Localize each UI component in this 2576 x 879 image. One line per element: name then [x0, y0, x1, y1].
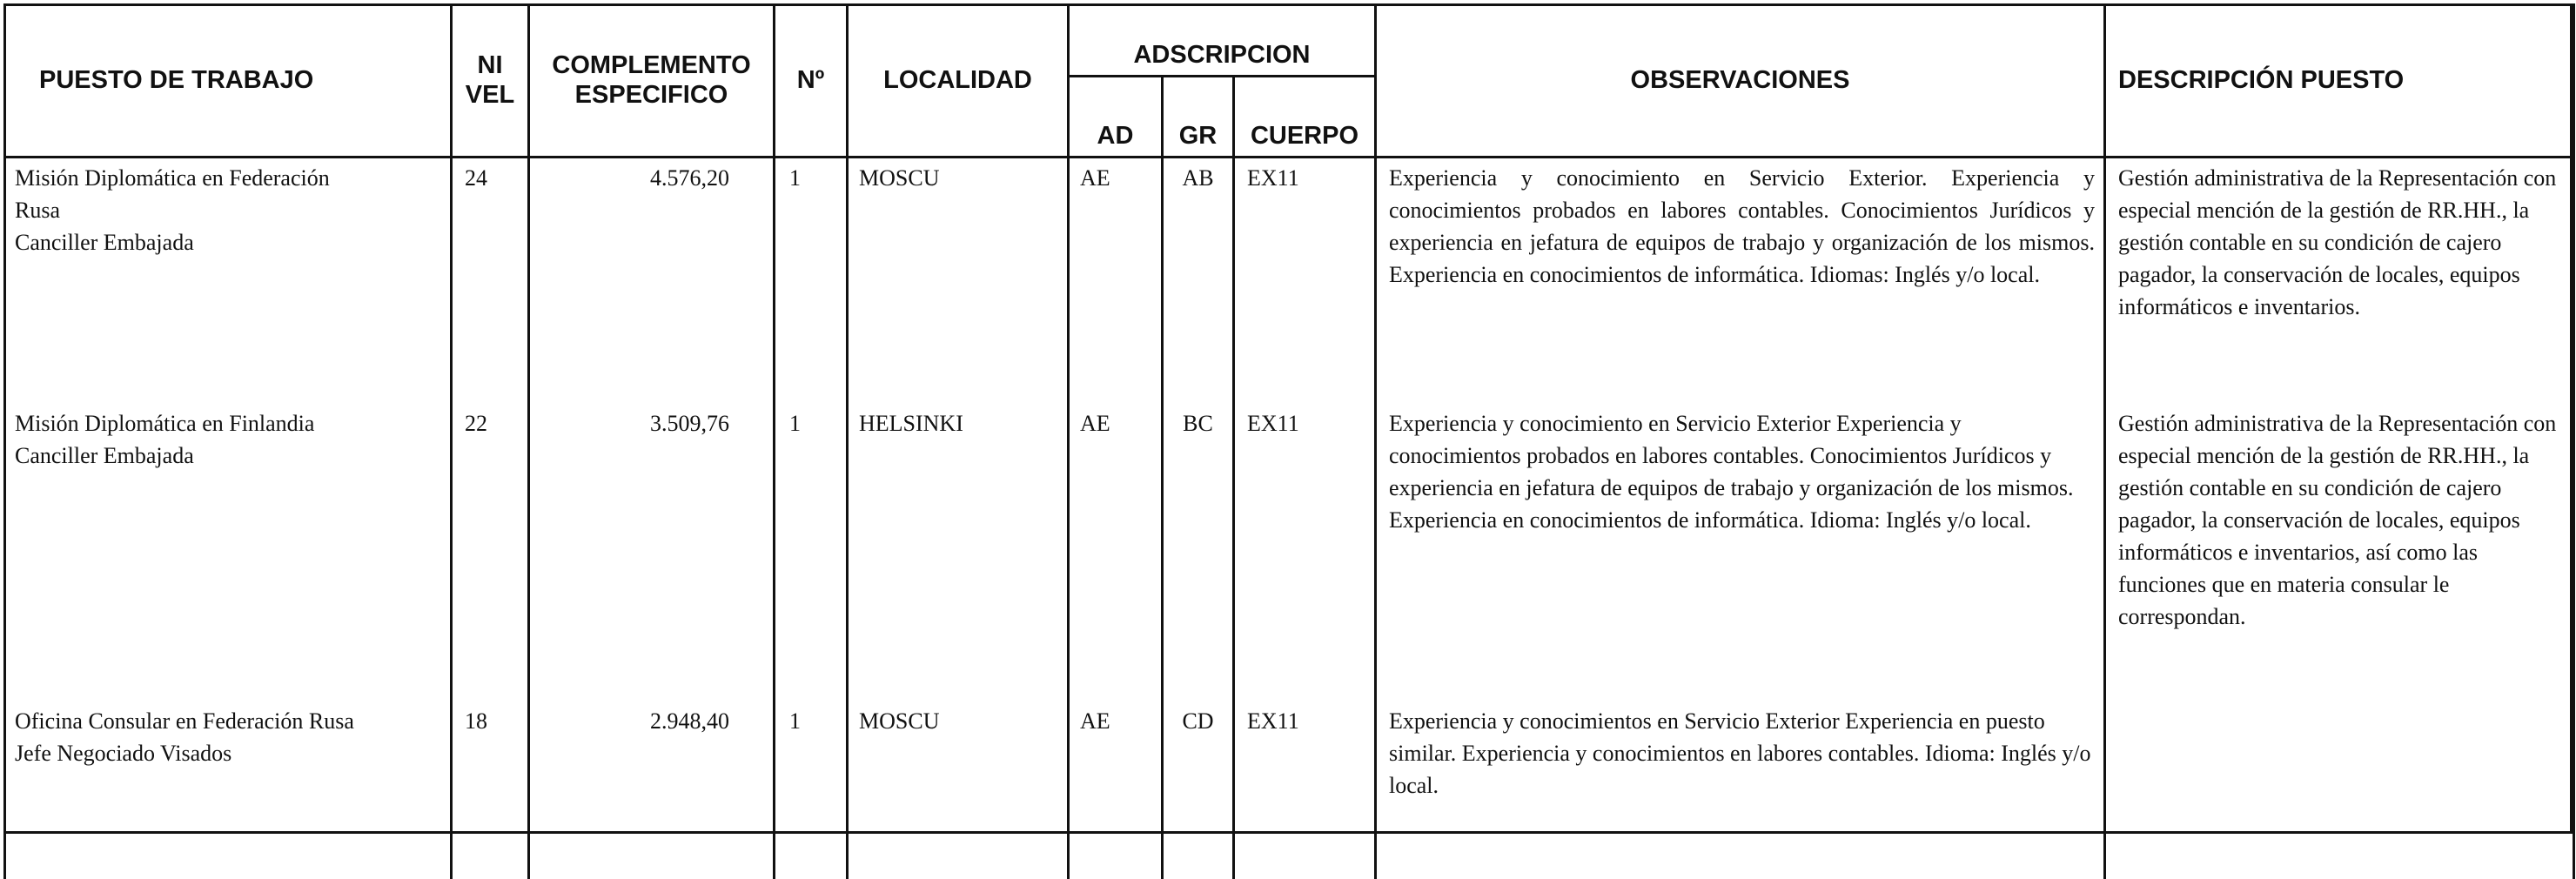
cell-numero: 1 [775, 688, 848, 879]
cell-puesto [5, 158, 452, 391]
puesto-line: Oficina Consular en Federación Rusa [15, 708, 354, 734]
cell-descripcion: Gestión administrativa de la Representación con especial mención de la gestión de RR.HH., la gestión contable en su condición de cajero pagador, la conservación de locales, equipos informáticos e inventarios, así como las funciones que en materia consular le correspondan. [2105, 390, 2574, 688]
cell-localidad: MOSCU [848, 158, 1069, 391]
cell-observaciones: Experiencia y conocimiento en Servicio Exterior Experiencia y conocimientos probados en labores contables. Conocimientos Jurídicos y experiencia en jefatura de equipos de trabajo y organización de los mismos. Experiencia en conocimientos de informática. Idioma: Inglés y/o local. [1376, 390, 2105, 688]
header-nivel-line2: VEL [465, 80, 515, 109]
cell-ad: AE [1069, 158, 1163, 391]
cell-cuerpo: EX11 [1234, 390, 1376, 688]
header-gr: GR [1163, 77, 1234, 158]
table-row [5, 158, 2574, 391]
header-complemento [529, 3, 775, 158]
cell-complemento: 4.576,20 [529, 158, 775, 391]
cell-nivel: 22 [452, 390, 529, 688]
cell-localidad: MOSCU [848, 688, 1069, 879]
header-cuerpo: CUERPO [1234, 77, 1376, 158]
puesto-line: Canciller Embajada [15, 443, 194, 468]
cell-observaciones: Experiencia y conocimientos en Servicio Exterior Experiencia en puesto similar. Experiencia y conocimientos en labores contables. Idioma: Inglés y/o local. [1376, 688, 2105, 879]
puesto-line: Rusa [15, 198, 60, 223]
header-observaciones: OBSERVACIONES [1376, 3, 2105, 158]
cell-descripcion [2105, 688, 2574, 879]
cell-ad: AE [1069, 688, 1163, 879]
cell-gr: CD [1163, 688, 1234, 879]
header-numero: Nº [775, 3, 848, 158]
cell-complemento: 3.509,76 [529, 390, 775, 688]
puesto-line: Misión Diplomática en Federación [15, 165, 330, 191]
cell-nivel: 24 [452, 158, 529, 391]
table-row [5, 390, 2574, 688]
cell-cuerpo: EX11 [1234, 158, 1376, 391]
cell-gr: AB [1163, 158, 1234, 391]
puesto-line: Jefe Negociado Visados [15, 741, 232, 766]
cell-gr: BC [1163, 390, 1234, 688]
header-nivel-line1: NI [477, 50, 503, 79]
header-ad: AD [1069, 77, 1163, 158]
cell-puesto [5, 688, 452, 879]
cell-numero: 1 [775, 390, 848, 688]
table-row [5, 688, 2574, 879]
cell-observaciones: Experiencia y conocimiento en Servicio Exterior. Experiencia y conocimientos probados en labores contables. Conocimientos Jurídicos y experiencia en jefatura de equipos de trabajo y organización de los mismos. Experiencia en conocimientos de informática. Idiomas: Inglés y/o local. [1376, 158, 2105, 391]
cell-puesto [5, 390, 452, 688]
header-localidad: LOCALIDAD [848, 3, 1069, 158]
cell-descripcion: Gestión administrativa de la Representación con especial mención de la gestión de RR.HH., la gestión contable en su condición de cajero pagador, la conservación de locales, equipos informáticos e inventarios. [2105, 158, 2574, 391]
cell-localidad: HELSINKI [848, 390, 1069, 688]
job-positions-table [3, 3, 2575, 879]
header-puesto: PUESTO DE TRABAJO [5, 3, 452, 158]
cell-numero: 1 [775, 158, 848, 391]
puesto-line: Misión Diplomática en Finlandia [15, 411, 315, 436]
cell-nivel: 18 [452, 688, 529, 879]
header-complemento-line2: ESPECIFICO [574, 80, 728, 109]
cell-cuerpo: EX11 [1234, 688, 1376, 879]
header-nivel [452, 3, 529, 158]
header-complemento-line1: COMPLEMENTO [552, 50, 751, 79]
cell-ad: AE [1069, 390, 1163, 688]
cell-complemento: 2.948,40 [529, 688, 775, 879]
puesto-line: Canciller Embajada [15, 230, 194, 255]
header-descripcion: DESCRIPCIÓN PUESTO [2105, 3, 2574, 158]
header-adscripcion: ADSCRIPCION [1069, 3, 1376, 77]
